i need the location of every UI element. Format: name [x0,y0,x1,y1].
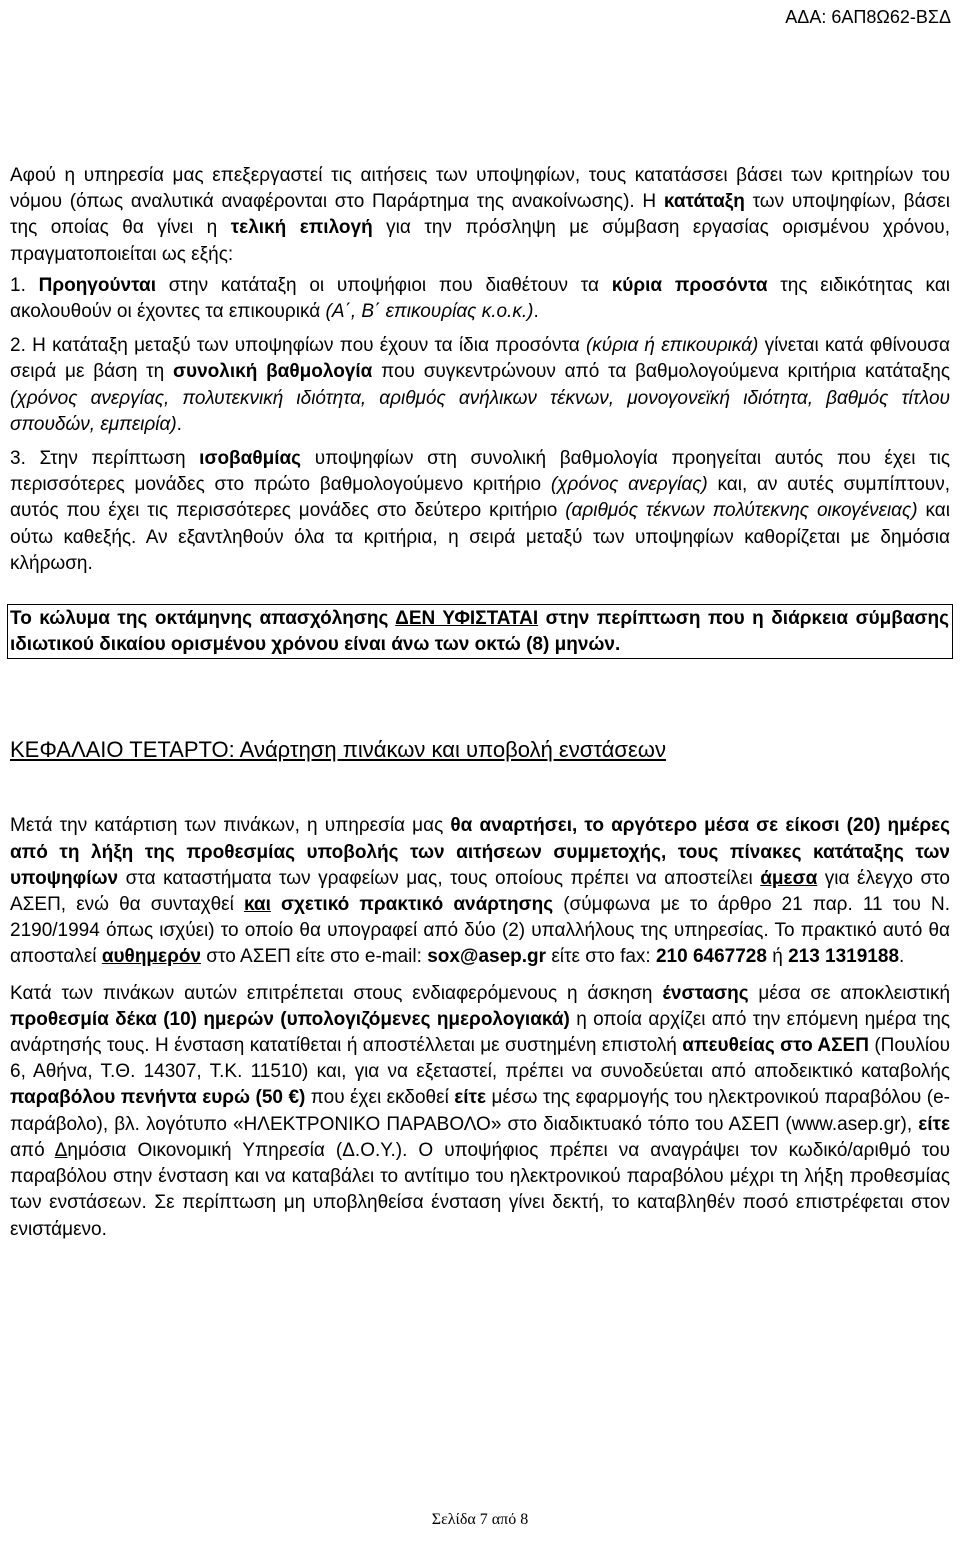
notice-text: Το κώλυμα της οκτάμηνης απασχόλησης ΔΕΝ ΥΦΙΣΤΑΤΑΙ στην περίπτωση που η διάρκεια σύμβασης ιδιωτικού δικαίου ορισμένου χρόνου είναι άνω των οκτώ (8) μηνών. [10,608,950,656]
posting-paragraph: Μετά την κατάρτιση των πινάκων, η υπηρεσία μας θα αναρτήσει, το αργότερο μέσα σε είκοσι (20) ημέρες από τη λήξη της προθεσμίας υποβολής των αιτήσεων συμμετοχής, τους πίνακες κατάταξης των υποψηφίων στα καταστήματα των γραφείων μας, τους οποίους πρέπει να αποστείλει άμεσα για έλεγχο στο ΑΣΕΠ, ενώ θα συνταχθεί και σχετικό πρακτικό ανάρτησης (σύμφωνα με το άρθρο 21 παρ. 11 του Ν. 2190/1994 όπως ισχύει) το οποίο θα υπογραφεί από δύο (2) υπαλλήλους της υπηρεσίας. Το πρακτικό αυτό θα αποσταλεί αυθημερόν στο ΑΣΕΠ είτε στο e-mail: sox@asep.gr είτε στο fax: 210 6467728 ή 213 1319188. [10,815,950,968]
objection-paragraph: Κατά των πινάκων αυτών επιτρέπεται στους ενδιαφερόμενους η άσκηση ένστασης μέσα σε αποκλειστική προθεσμία δέκα (10) ημερών (υπολογιζόμενες ημερολογιακά) η οποία αρχίζει από την επόμενη ημέρα της ανάρτησής τους. Η ένσταση κατατίθεται ή αποστέλλεται με συστημένη επιστολή απευθείας στο ΑΣΕΠ (Πουλίου 6, Αθήνα, Τ.Θ. 14307, Τ.Κ. 11510) και, για να εξεταστεί, πρέπει να συνοδεύεται από αποδεικτικό καταβολής παραβόλου πενήντα ευρώ (50 €) που έχει εκδοθεί είτε μέσω της εφαρμογής του ηλεκτρονικού παραβόλου (e-παράβολο), βλ. λογότυπο «ΗΛΕΚΤΡΟΝΙΚΟ ΠΑΡΑΒΟΛΟ» στο διαδικτυακό τόπο του ΑΣΕΠ (www.asep.gr), είτε από Δημόσια Οικονομική Υπηρεσία (Δ.Ο.Υ.). Ο υποψήφιος πρέπει να αναγράψει τον κωδικό/αριθμό του παραβόλου στην ένσταση και να καταβάλει το αντίτιμο του ηλεκτρονικού παραβόλου μέχρι τη λήξη προθεσμίας των ενστάσεων. Σε περίπτωση μη υποβληθείσα ένσταση γίνει δεκτή, το καταβληθέν ποσό επιστρέφεται στον ενιστάμενο. [10,982,951,1240]
ada-code: ΑΔΑ: 6ΑΠ8Ω62-ΒΣΔ [785,7,951,27]
chapter-heading: ΚΕΦΑΛΑΙΟ ΤΕΤΑΡΤΟ: Ανάρτηση πινάκων και υποβολή ενστάσεων [10,737,666,763]
document-body [10,163,950,1243]
notice-box [7,604,953,659]
page-number: Σελίδα 7 από 8 [431,1511,529,1528]
email-link: sox@asep.gr [427,946,547,968]
ranking-rule-2: 2. Η κατάταξη μεταξύ των υποψηφίων που έχουν τα ίδια προσόντα (κύρια ή επικουρικά) γίνεται κατά φθίνουσα σειρά με βάση τη συνολική βαθμολογία που συγκεντρώνουν από τα βαθμολογούμενα κριτήρια κατάταξης (χρόνος ανεργίας, πολυτεκνική ιδιότητα, αριθμός ανήλικων τέκνων, μονογονεϊκή ιδιότητα, βαθμός τίτλου σπουδών, εμπειρία). [10,335,950,435]
intro-paragraph: Αφού η υπηρεσία μας επεξεργαστεί τις αιτήσεις των υποψηφίων, τους κατατάσσει βάσει των κριτηρίων του νόμου (όπως αναλυτικά αναφέρονται στο Παράρτημα της ανακοίνωσης). Η κατάταξη των υποψηφίων, βάσει της οποίας θα γίνει η τελική επιλογή για την πρόσληψη με σύμβαση εργασίας ορισμένου χρόνου, πραγματοποιείται ως εξής: [10,165,950,265]
ranking-rule-1: 1. Προηγούνται στην κατάταξη οι υποψήφιοι που διαθέτουν τα κύρια προσόντα της ειδικότητας και ακολουθούν οι έχοντες τα επικουρικά (Α΄, Β΄ επικουρίας κ.ο.κ.). [10,274,951,323]
ranking-rule-3: 3. Στην περίπτωση ισοβαθμίας υποψηφίων στη συνολική βαθμολογία προηγείται αυτός που έχει τις περισσότερες μονάδες στο πρώτο βαθμολογούμενο κριτήριο (χρόνος ανεργίας) και, αν αυτές συμπίπτουν, αυτός που έχει τις περισσότερες μονάδες στο δεύτερο κριτήριο (αριθμός τέκνων πολύτεκνης οικογένειας) και ούτω καθεξής. Αν εξαντληθούν όλα τα κριτήρια, η σειρά μεταξύ των υποψηφίων καθορίζεται με δημόσια κλήρωση. [10,448,950,574]
